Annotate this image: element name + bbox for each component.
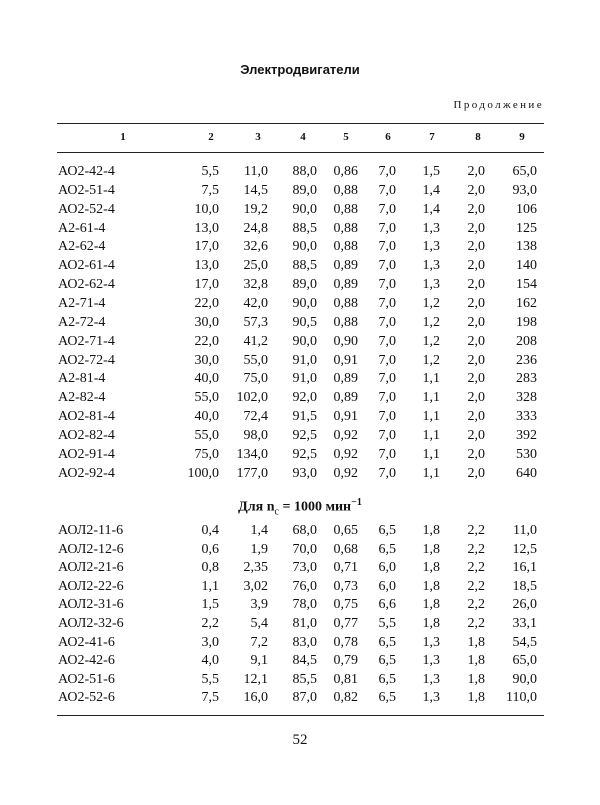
value-cell: 0,88 (333, 239, 358, 255)
table-row (0, 334, 600, 352)
value-cell: 70,0 (292, 541, 317, 557)
continued-label: Продолжение (453, 99, 544, 111)
value-cell: 208 (516, 333, 537, 349)
value-cell: 7,0 (378, 409, 396, 425)
value-cell: 75,0 (243, 371, 268, 387)
value-cell: 0,71 (333, 560, 358, 576)
value-cell: 328 (516, 390, 537, 406)
value-cell: 2,2 (467, 523, 485, 538)
value-cell: 2,0 (467, 314, 485, 330)
section-subscript: c (274, 506, 279, 518)
value-cell: 7,5 (201, 182, 219, 198)
value-cell: 1,2 (422, 333, 440, 349)
value-cell: 2,0 (467, 239, 485, 255)
value-cell: 1,8 (467, 690, 485, 706)
value-cell: 1,8 (467, 634, 485, 650)
value-cell: 13,0 (194, 220, 219, 236)
table-row (0, 409, 600, 427)
value-cell: 2,0 (467, 446, 485, 462)
value-cell: 1,4 (250, 523, 268, 538)
value-cell: 333 (516, 409, 537, 425)
value-cell: 7,5 (201, 690, 219, 706)
value-cell: 3,0 (201, 634, 219, 650)
motor-type-cell: АО2-71-4 (58, 333, 115, 349)
value-cell: 1,3 (422, 690, 440, 706)
value-cell: 7,0 (378, 465, 396, 481)
value-cell: 1,8 (467, 671, 485, 687)
value-cell: 1,1 (422, 465, 440, 481)
value-cell: 1,3 (422, 258, 440, 274)
value-cell: 32,8 (243, 277, 268, 293)
value-cell: 30,0 (194, 314, 219, 330)
motor-type-cell: АОЛ2-22-6 (58, 578, 124, 594)
motor-type-cell: АО2-42-4 (58, 164, 115, 179)
value-cell: 90,0 (292, 295, 317, 311)
value-cell: 72,4 (243, 409, 268, 425)
value-cell: 11,0 (244, 164, 268, 179)
value-cell: 154 (516, 277, 537, 293)
value-cell: 0,88 (333, 220, 358, 236)
page-number: 52 (292, 732, 308, 748)
column-header: 3 (255, 131, 261, 143)
value-cell: 2,0 (467, 465, 485, 481)
value-cell: 2,0 (467, 295, 485, 311)
value-cell: 2,0 (467, 201, 485, 217)
table-row (0, 635, 600, 653)
table-row (0, 371, 600, 389)
value-cell: 7,0 (378, 220, 396, 236)
motor-type-cell: А2-81-4 (58, 371, 106, 387)
value-cell: 93,0 (512, 182, 537, 198)
value-cell: 0,91 (333, 409, 358, 425)
value-cell: 2,2 (467, 560, 485, 576)
value-cell: 90,0 (292, 333, 317, 349)
value-cell: 7,2 (250, 634, 268, 650)
value-cell: 16,1 (512, 560, 537, 576)
value-cell: 283 (516, 371, 537, 387)
value-cell: 1,2 (422, 314, 440, 330)
value-cell: 88,5 (292, 258, 317, 274)
value-cell: 6,5 (378, 634, 396, 650)
value-cell: 25,0 (243, 258, 268, 274)
value-cell: 0,8 (201, 560, 219, 576)
table-top-rule (57, 123, 544, 124)
value-cell: 2,0 (467, 277, 485, 293)
motor-type-cell: А2-61-4 (58, 220, 106, 236)
motor-type-cell: АО2-51-4 (58, 182, 115, 198)
value-cell: 2,2 (201, 616, 219, 631)
motor-type-cell: АО2-82-4 (58, 427, 115, 443)
value-cell: 24,8 (243, 220, 268, 236)
value-cell: 92,5 (292, 427, 317, 443)
motor-type-cell: АОЛ2-31-6 (58, 597, 124, 613)
value-cell: 91,0 (292, 352, 317, 368)
table-row (0, 390, 600, 408)
value-cell: 0,88 (333, 182, 358, 198)
value-cell: 6,0 (378, 560, 396, 576)
page-title: Электродвигатели (240, 62, 360, 77)
value-cell: 90,0 (512, 671, 537, 687)
table-row (0, 221, 600, 239)
value-cell: 134,0 (236, 446, 268, 462)
value-cell: 88,5 (292, 220, 317, 236)
table-row (0, 353, 600, 371)
table-row (0, 672, 600, 690)
value-cell: 1,2 (422, 295, 440, 311)
value-cell: 0,4 (201, 523, 219, 538)
motor-type-cell: АО2-62-4 (58, 277, 115, 293)
value-cell: 65,0 (512, 164, 537, 179)
value-cell: 1,5 (201, 597, 219, 613)
value-cell: 90,5 (292, 314, 317, 330)
value-cell: 0,90 (333, 333, 358, 349)
column-header: 8 (475, 131, 481, 143)
value-cell: 5,5 (201, 164, 219, 179)
column-header: 1 (120, 131, 126, 143)
table-row (0, 447, 600, 465)
value-cell: 1,1 (422, 371, 440, 387)
value-cell: 0,88 (333, 314, 358, 330)
header-bottom-rule (57, 152, 544, 153)
value-cell: 17,0 (194, 239, 219, 255)
value-cell: 5,4 (250, 616, 268, 631)
value-cell: 10,0 (194, 201, 219, 217)
value-cell: 55,0 (243, 352, 268, 368)
value-cell: 91,5 (292, 409, 317, 425)
value-cell: 7,0 (378, 371, 396, 387)
value-cell: 32,6 (243, 239, 268, 255)
value-cell: 88,0 (292, 164, 317, 179)
value-cell: 530 (516, 446, 537, 462)
value-cell: 2,2 (467, 541, 485, 557)
value-cell: 7,0 (378, 201, 396, 217)
table-row (0, 428, 600, 446)
value-cell: 0,79 (333, 653, 358, 669)
value-cell: 40,0 (194, 409, 219, 425)
value-cell: 91,0 (292, 371, 317, 387)
value-cell: 1,8 (422, 578, 440, 594)
table-row (0, 466, 600, 484)
value-cell: 7,0 (378, 427, 396, 443)
table-row (0, 560, 600, 578)
value-cell: 1,9 (250, 541, 268, 557)
value-cell: 6,5 (378, 653, 396, 669)
value-cell: 110,0 (506, 690, 537, 706)
table-row (0, 296, 600, 314)
value-cell: 1,8 (467, 653, 485, 669)
value-cell: 1,1 (422, 427, 440, 443)
value-cell: 30,0 (194, 352, 219, 368)
value-cell: 2,0 (467, 409, 485, 425)
value-cell: 73,0 (292, 560, 317, 576)
value-cell: 198 (516, 314, 537, 330)
table-bottom-rule (57, 715, 544, 716)
value-cell: 1,8 (422, 560, 440, 576)
section-prefix: Для n (238, 499, 275, 515)
value-cell: 83,0 (292, 634, 317, 650)
value-cell: 3,9 (250, 597, 268, 613)
value-cell: 1,5 (422, 164, 440, 179)
value-cell: 7,0 (378, 295, 396, 311)
value-cell: 0,6 (201, 541, 219, 557)
value-cell: 1,1 (201, 578, 219, 594)
value-cell: 1,4 (422, 182, 440, 198)
value-cell: 0,89 (333, 390, 358, 406)
table-row (0, 315, 600, 333)
value-cell: 1,3 (422, 653, 440, 669)
value-cell: 0,88 (333, 201, 358, 217)
value-cell: 2,0 (467, 182, 485, 198)
value-cell: 2,0 (467, 390, 485, 406)
motor-type-cell: АОЛ2-21-6 (58, 560, 124, 576)
table-row (0, 258, 600, 276)
value-cell: 1,8 (422, 523, 440, 538)
value-cell: 5,5 (201, 671, 219, 687)
value-cell: 11,0 (513, 523, 537, 538)
column-header: 2 (208, 131, 214, 143)
table-row (0, 597, 600, 615)
value-cell: 125 (516, 220, 537, 236)
table-row (0, 183, 600, 201)
motor-type-cell: АО2-42-6 (58, 653, 115, 669)
value-cell: 7,0 (378, 277, 396, 293)
value-cell: 17,0 (194, 277, 219, 293)
value-cell: 102,0 (236, 390, 268, 406)
value-cell: 0,73 (333, 578, 358, 594)
value-cell: 1,3 (422, 671, 440, 687)
table-row (0, 277, 600, 295)
value-cell: 0,91 (333, 352, 358, 368)
value-cell: 19,2 (243, 201, 268, 217)
value-cell: 16,0 (243, 690, 268, 706)
value-cell: 3,02 (243, 578, 268, 594)
value-cell: 0,65 (333, 523, 358, 538)
motor-type-cell: А2-71-4 (58, 295, 106, 311)
motor-type-cell: АОЛ2-32-6 (58, 616, 124, 631)
value-cell: 1,3 (422, 220, 440, 236)
motor-type-cell: АОЛ2-11-6 (58, 523, 124, 538)
value-cell: 89,0 (292, 182, 317, 198)
value-cell: 7,0 (378, 182, 396, 198)
motor-type-cell: АО2-72-4 (58, 352, 115, 368)
table-row (0, 523, 600, 541)
value-cell: 2,0 (467, 371, 485, 387)
section-superscript: −1 (351, 497, 362, 508)
table-row (0, 164, 600, 182)
value-cell: 640 (516, 465, 537, 481)
table-row (0, 542, 600, 560)
value-cell: 1,8 (422, 616, 440, 631)
value-cell: 12,5 (512, 541, 537, 557)
value-cell: 2,0 (467, 427, 485, 443)
value-cell: 0,86 (333, 164, 358, 179)
value-cell: 6,5 (378, 523, 396, 538)
value-cell: 7,0 (378, 239, 396, 255)
value-cell: 140 (516, 258, 537, 274)
value-cell: 81,0 (292, 616, 317, 631)
value-cell: 4,0 (201, 653, 219, 669)
table-row (0, 616, 600, 634)
value-cell: 1,8 (422, 541, 440, 557)
value-cell: 1,1 (422, 390, 440, 406)
motor-type-cell: АО2-81-4 (58, 409, 115, 425)
value-cell: 54,5 (512, 634, 537, 650)
value-cell: 0,88 (333, 295, 358, 311)
table-row (0, 579, 600, 597)
value-cell: 0,92 (333, 465, 358, 481)
value-cell: 55,0 (194, 390, 219, 406)
value-cell: 68,0 (292, 523, 317, 538)
value-cell: 1,3 (422, 239, 440, 255)
value-cell: 7,0 (378, 164, 396, 179)
value-cell: 57,3 (243, 314, 268, 330)
value-cell: 6,0 (378, 578, 396, 594)
value-cell: 6,5 (378, 541, 396, 557)
motor-type-cell: АО2-92-4 (58, 465, 115, 481)
value-cell: 98,0 (243, 427, 268, 443)
column-header: 6 (385, 131, 391, 143)
motor-type-cell: А2-62-4 (58, 239, 106, 255)
value-cell: 7,0 (378, 314, 396, 330)
value-cell: 2,0 (467, 220, 485, 236)
value-cell: 106 (516, 201, 537, 217)
column-header: 4 (300, 131, 306, 143)
value-cell: 236 (516, 352, 537, 368)
value-cell: 0,89 (333, 371, 358, 387)
value-cell: 138 (516, 239, 537, 255)
value-cell: 1,4 (422, 201, 440, 217)
value-cell: 0,92 (333, 427, 358, 443)
value-cell: 1,3 (422, 634, 440, 650)
value-cell: 92,5 (292, 446, 317, 462)
value-cell: 22,0 (194, 333, 219, 349)
value-cell: 100,0 (187, 465, 219, 481)
value-cell: 7,0 (378, 390, 396, 406)
value-cell: 14,5 (243, 182, 268, 198)
value-cell: 55,0 (194, 427, 219, 443)
motor-type-cell: АО2-61-4 (58, 258, 115, 274)
motor-type-cell: АО2-52-6 (58, 690, 115, 706)
value-cell: 1,1 (422, 446, 440, 462)
section-suffix: = 1000 мин (278, 499, 352, 515)
value-cell: 1,8 (422, 597, 440, 613)
value-cell: 41,2 (243, 333, 268, 349)
value-cell: 0,89 (333, 258, 358, 274)
value-cell: 92,0 (292, 390, 317, 406)
value-cell: 87,0 (292, 690, 317, 706)
motor-type-cell: АО2-52-4 (58, 201, 115, 217)
value-cell: 89,0 (292, 277, 317, 293)
value-cell: 6,5 (378, 671, 396, 687)
value-cell: 78,0 (292, 597, 317, 613)
value-cell: 40,0 (194, 371, 219, 387)
value-cell: 1,1 (422, 409, 440, 425)
motor-type-cell: АО2-91-4 (58, 446, 115, 462)
value-cell: 7,0 (378, 446, 396, 462)
table-row (0, 653, 600, 671)
value-cell: 177,0 (236, 465, 268, 481)
value-cell: 42,0 (243, 295, 268, 311)
value-cell: 2,0 (467, 164, 485, 179)
value-cell: 90,0 (292, 239, 317, 255)
value-cell: 7,0 (378, 333, 396, 349)
value-cell: 162 (516, 295, 537, 311)
value-cell: 85,5 (292, 671, 317, 687)
value-cell: 7,0 (378, 258, 396, 274)
value-cell: 2,0 (467, 258, 485, 274)
table-row (0, 239, 600, 257)
value-cell: 392 (516, 427, 537, 443)
value-cell: 0,77 (333, 616, 358, 631)
value-cell: 76,0 (292, 578, 317, 594)
value-cell: 0,75 (333, 597, 358, 613)
column-header: 7 (429, 131, 435, 143)
value-cell: 1,3 (422, 277, 440, 293)
column-header: 5 (343, 131, 349, 143)
section-heading (0, 497, 600, 517)
value-cell: 2,0 (467, 333, 485, 349)
value-cell: 0,81 (333, 671, 358, 687)
value-cell: 1,2 (422, 352, 440, 368)
value-cell: 22,0 (194, 295, 219, 311)
table-row (0, 202, 600, 220)
column-header: 9 (519, 131, 525, 143)
value-cell: 0,92 (333, 446, 358, 462)
value-cell: 2,35 (243, 560, 268, 576)
value-cell: 18,5 (512, 578, 537, 594)
value-cell: 2,2 (467, 597, 485, 613)
value-cell: 2,2 (467, 578, 485, 594)
value-cell: 5,5 (378, 616, 396, 631)
motor-type-cell: А2-82-4 (58, 390, 106, 406)
value-cell: 0,78 (333, 634, 358, 650)
value-cell: 33,1 (512, 616, 537, 631)
value-cell: 90,0 (292, 201, 317, 217)
motor-type-cell: АО2-41-6 (58, 634, 115, 650)
table-row (0, 690, 600, 708)
motor-type-cell: АОЛ2-12-6 (58, 541, 124, 557)
value-cell: 2,0 (467, 352, 485, 368)
value-cell: 84,5 (292, 653, 317, 669)
motor-type-cell: А2-72-4 (58, 314, 106, 330)
value-cell: 2,2 (467, 616, 485, 631)
value-cell: 13,0 (194, 258, 219, 274)
value-cell: 0,82 (333, 690, 358, 706)
value-cell: 12,1 (243, 671, 268, 687)
value-cell: 6,5 (378, 690, 396, 706)
value-cell: 6,6 (378, 597, 396, 613)
value-cell: 0,89 (333, 277, 358, 293)
motor-type-cell: АО2-51-6 (58, 671, 115, 687)
value-cell: 26,0 (512, 597, 537, 613)
value-cell: 9,1 (250, 653, 268, 669)
value-cell: 0,68 (333, 541, 358, 557)
value-cell: 75,0 (194, 446, 219, 462)
value-cell: 7,0 (378, 352, 396, 368)
value-cell: 93,0 (292, 465, 317, 481)
value-cell: 65,0 (512, 653, 537, 669)
